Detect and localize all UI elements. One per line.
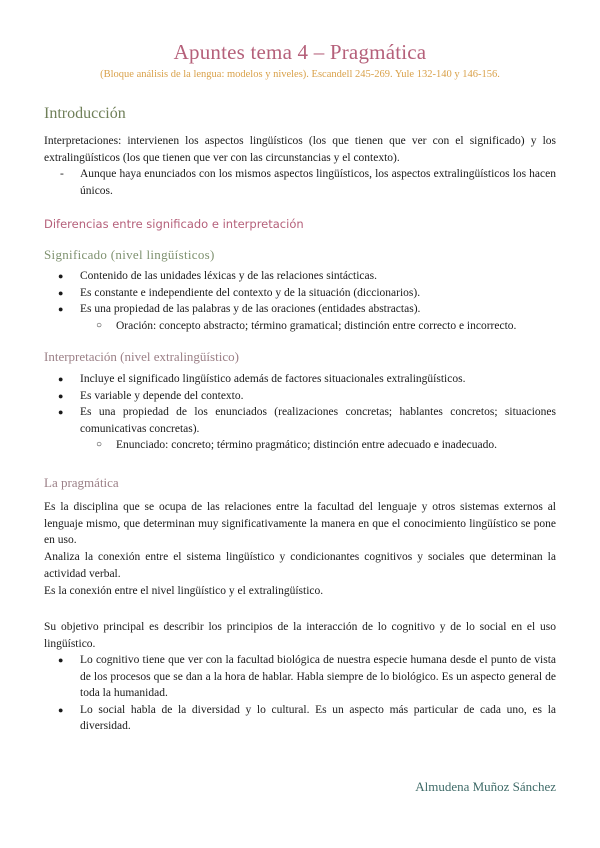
bullet-marker: ● [58,374,64,384]
pragmatica-heading: La pragmática [44,475,119,490]
dash-marker: - [60,168,64,180]
list-item-text: Es una propiedad de las palabras y de las oraciones (entidades abstractas). [80,303,421,316]
intro-paragraph: Interpretaciones: intervienen los aspectos lingüísticos (los que tienen que ver con el significado) y los extralingüísticos (los que tienen que ver con las circunstancias y el contexto). [44,135,556,164]
bullet-marker: ● [58,287,64,298]
sub-list-item [44,318,556,335]
intro-list [44,166,556,199]
list-item-text: Aunque haya enunciados con los mismos aspectos lingüísticos, los aspectos extralingüísticos los hacen únicos. [80,168,556,197]
document-title: Apuntes tema 4 – Pragmática [173,40,427,64]
list-item-text: Es una propiedad de los enunciados (realizaciones concretas; hablantes concretos; situaciones comunicativas concretas). [80,406,556,435]
list-item [44,702,556,735]
sub-bullet-marker: ○ [96,319,103,331]
bullet-marker: ● [58,390,64,401]
list-item-text: Oración: concepto abstracto; término gramatical; distinción entre correcto e incorrecto. [116,319,517,332]
list-item [44,301,556,318]
list-item [44,388,556,405]
list-item-text: Incluye el significado lingüístico además de factores situacionales extralingüísticos. [80,373,466,385]
interpretacion-heading: Interpretación (nivel extralingüístico) [44,349,239,364]
differences-heading: Diferencias entre significado e interpretación [44,217,304,231]
pragmatica-paragraph-4: Su objetivo principal es describir los principios de la interacción de lo cognitivo y de lo social en el uso lingüístico. [44,621,556,650]
pragmatica-paragraph-3: Es la conexión entre el nivel lingüístico y el extralingüístico. [44,585,324,597]
list-item-text: Lo cognitivo tiene que ver con la facultad biológica de nuestra especie humana desde el punto de vista de los procesos que se dan a la hora de hablar. Habla siempre de lo biológico. Es un aspecto general de toda la humanidad. [80,654,556,700]
interpretacion-list [44,371,556,454]
significado-heading: Significado (nivel lingüísticos) [44,247,215,262]
list-item [44,404,556,437]
author-signature: Almudena Muñoz Sánchez [415,779,556,794]
bullet-marker: ● [58,271,64,281]
intro-heading: Introducción [44,105,126,122]
pragmatica-paragraph-2: Analiza la conexión entre el sistema lingüístico y condicionantes cognitivos y sociales que determinan la actividad verbal. [44,551,556,580]
bullet-marker: ● [58,407,64,418]
sub-list-item [44,437,556,454]
list-item-text: Es variable y depende del contexto. [80,389,244,402]
list-item [44,166,556,199]
bullet-marker: ● [58,655,64,665]
pragmatica-list [44,652,556,735]
list-item-text: Lo social habla de la diversidad y lo cultural. Es un aspecto más particular de cada uno, es la diversidad. [80,703,556,733]
pragmatica-paragraph-1: Es la disciplina que se ocupa de las relaciones entre la facultad del lenguaje y otros sistemas externos al lenguaje mismo, que determinan muy significativamente la manera en que el conocimiento lingüístico se pone en uso. [44,501,556,547]
list-item [44,268,556,285]
significado-list [44,268,556,334]
bullet-marker: ● [58,304,64,315]
list-item-text: Contenido de las unidades léxicas y de las relaciones sintácticas. [80,270,377,282]
list-item-text: Enunciado: concreto; término pragmático; distinción entre adecuado e inadecuado. [116,439,497,452]
list-item [44,371,556,388]
bullet-marker: ● [58,704,64,715]
list-item [44,285,556,302]
document-subtitle: (Bloque análisis de la lengua: modelos y niveles). Escandell 245-269. Yule 132-140 y 146-156. [100,69,500,80]
list-item [44,652,556,702]
list-item-text: Es constante e independiente del contexto y de la situación (diccionarios). [80,286,421,299]
sub-bullet-marker: ○ [96,439,103,451]
